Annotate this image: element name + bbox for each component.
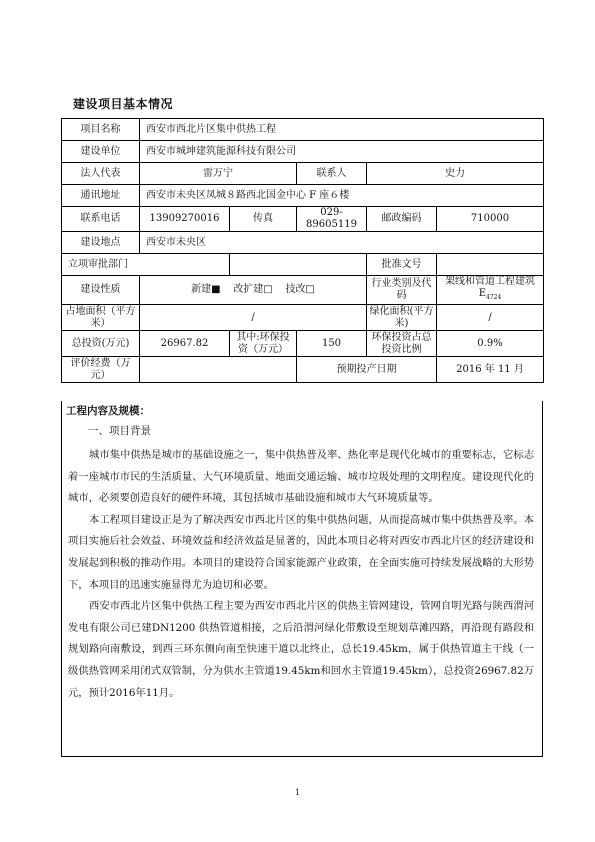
table-row xyxy=(62,141,544,163)
approval-dept-label: 立项审批部门 xyxy=(62,254,230,276)
approval-dept-value xyxy=(230,254,367,276)
industry-value xyxy=(437,276,544,305)
production-date-label: 预期投产日期 xyxy=(297,357,437,383)
green-area-label: 绿化面积(平方米) xyxy=(367,305,437,331)
evaluation-cost-value xyxy=(140,357,297,383)
nature-options xyxy=(140,276,367,305)
green-area-value: / xyxy=(437,305,544,331)
paragraph: 本工程项目建设正是为了解决西安市西北片区的集中供热问题，从而提高城市集中供热普及率。本项目实施后社会效益、环境效益和经济效益是显著的，因此本项目必将对西安市西北片区的经济建设和发展起到积极的推动作用。本项目的建设符合国家能源产业政策，在全面实施可持续发展战略的大形势下，本项目的迅速实施显得尤为迫切和必要。 xyxy=(68,513,534,591)
production-date-value: 2016 年 11 月 xyxy=(437,357,544,383)
page-title: 建设项目基本情况 xyxy=(73,97,174,111)
env-investment-value: 150 xyxy=(297,331,367,357)
land-area-value: / xyxy=(140,305,367,331)
industry-code: 4724 xyxy=(486,294,502,301)
approval-no-label: 批准文号 xyxy=(367,254,437,276)
table-row xyxy=(62,305,544,331)
contact-value: 史力 xyxy=(367,163,544,185)
project-name-value: 西安市西北片区集中供热工程 xyxy=(140,119,544,141)
address-value: 西安市未央区凤城８路西北国金中心 F 座６楼 xyxy=(140,185,544,207)
industry-label: 行业类别及代码 xyxy=(367,276,437,305)
table-row xyxy=(62,119,544,141)
basic-info-table xyxy=(61,118,544,383)
contact-label: 联系人 xyxy=(297,163,367,185)
total-investment-value: 26967.82 xyxy=(140,331,230,357)
table-row xyxy=(62,254,544,276)
land-area-label: 占地面积（平方米） xyxy=(62,305,140,331)
postcode-label: 邮政编码 xyxy=(367,207,437,232)
industry-value-text: 架线和管道工程建筑 E xyxy=(445,276,535,299)
legal-rep-value: 雷万宁 xyxy=(140,163,297,185)
paragraph: 城市集中供热是城市的基础设施之一，集中供热普及率、热化率是现代化城市的重要标志，它标志着一座城市市民的生活质量、大气环境质量、地面交通运输、城市垃圾处理的文明程度。建设现代化的城市，必须要创造良好的硬件环境，其包括城市基础设施和城市大气环境质量等。 xyxy=(68,449,534,505)
paragraph: 西安市西北片区集中供热工程主要为西安市西北片区的供热主管网建设，管网自明光路与陕西渭河发电有限公司已建DN1200 供热管道相接，之后沿渭河绿化带敷设至规划草滩四路，再沿现有路段和规划路向南敷设，到西三环东侧向南至快速干道以北终止，总长19.45km，属于供热管道主干线（一级供热管网采用闭式双管制，分为供水主管道19.45km和回水主管道19.45km），总投资26967.82万元，预计2016年11月。 xyxy=(68,600,534,699)
table-row xyxy=(62,357,544,383)
project-name-label: 项目名称 xyxy=(62,119,140,141)
table-row xyxy=(62,331,544,357)
fax-label: 传真 xyxy=(230,207,297,232)
builder-value: 西安市城坤建筑能源科技有限公司 xyxy=(140,141,544,163)
table-row xyxy=(62,185,544,207)
option-tech: 技改□ xyxy=(285,284,315,295)
table-row xyxy=(62,232,544,254)
table-row xyxy=(62,276,544,305)
table-row xyxy=(62,163,544,185)
project-content-box xyxy=(61,401,543,757)
fax-value: 029-89605119 xyxy=(297,207,367,232)
content-heading: 工程内容及规模： xyxy=(66,405,150,417)
option-expand: 改扩建□ xyxy=(233,284,273,295)
postcode-value: 710000 xyxy=(437,207,544,232)
env-ratio-label: 环保投资占总投资比例 xyxy=(367,331,437,357)
approval-no-value xyxy=(437,254,544,276)
content-paragraphs xyxy=(68,445,534,704)
builder-label: 建设单位 xyxy=(62,141,140,163)
total-investment-label: 总投资(万元) xyxy=(62,331,140,357)
address-label: 通讯地址 xyxy=(62,185,140,207)
nature-label: 建设性质 xyxy=(62,276,140,305)
location-value: 西安市未央区 xyxy=(140,232,544,254)
phone-label: 联系电话 xyxy=(62,207,140,232)
table-row xyxy=(62,207,544,232)
evaluation-cost-label: 评价经费（万元） xyxy=(62,357,140,383)
env-ratio-value: 0.9% xyxy=(437,331,544,357)
phone-value: 13909270016 xyxy=(140,207,230,232)
option-new: 新建■ xyxy=(191,284,221,295)
legal-rep-label: 法人代表 xyxy=(62,163,140,185)
page-number: 1 xyxy=(294,788,301,797)
location-label: 建设地点 xyxy=(62,232,140,254)
env-investment-label: 其中:环保投资（万元） xyxy=(230,331,297,357)
section-title: 一、项目背景 xyxy=(88,425,151,437)
